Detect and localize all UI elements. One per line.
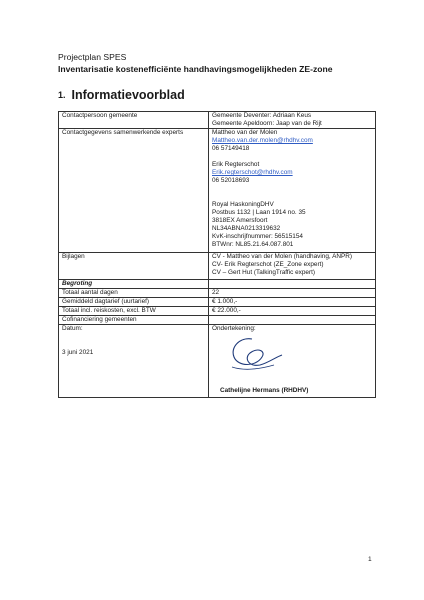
header-project: Projectplan SPES [58,52,127,62]
table-row [59,289,376,298]
company-line: NL34ABNA0213319632 [212,225,281,232]
table-row [59,325,376,398]
signer-name: Cathelijne Hermans (RHDHV) [220,387,309,394]
info-table [58,111,376,398]
begroting-value: 22 [209,289,376,298]
company-line: Postbus 1132 | Laan 1914 no. 35 [212,209,306,216]
contactgegevens-label: Contactgegevens samenwerkende experts [59,129,209,253]
section-heading [58,88,185,102]
expert-name: Erik Regterschot [212,161,260,168]
begroting-value: € 22.000,- [209,307,376,316]
section-title: Informatievoorblad [71,88,185,102]
company-line: KvK-inschrijfnummer: 56515154 [212,233,303,240]
datum-value: 3 juni 2021 [62,349,94,356]
ondertekening-cell [209,325,376,398]
begroting-label: Totaal aantal dagen [59,289,209,298]
begroting-label: Totaal incl. reiskosten, excl. BTW [59,307,209,316]
bijlage-item: CV- Erik Regterschot (ZE_Zone expert) [212,261,324,268]
company-line: Royal HaskoningDHV [212,201,274,208]
datum-cell [59,325,209,398]
header-title: Inventarisatie kostenefficiënte handhavingsmogelijkheden ZE-zone [58,64,333,74]
contactgegevens-value [209,129,376,253]
table-row [59,280,376,289]
begroting-heading: Begroting [59,280,209,289]
expert-phone: 06 52018693 [212,177,250,184]
begroting-label: Gemiddeld dagtarief (uurtarief) [59,298,209,307]
begroting-value: € 1.000,- [209,298,376,307]
expert-phone: 06 57149418 [212,145,250,152]
ondertekening-label: Ondertekening: [212,325,256,332]
begroting-value [209,316,376,325]
table-row [59,298,376,307]
handwritten-signature [226,333,286,375]
table-row [59,129,376,253]
contactpersoon-line: Gemeente Apeldoorn: Jaap van de Rijt [212,120,322,127]
table-row [59,253,376,280]
contactpersoon-line: Gemeente Deventer: Adriaan Keus [212,112,312,119]
company-line: BTWnr: NL85.21.64.087.801 [212,241,294,248]
table-row [59,316,376,325]
expert-email-link[interactable]: Mattheo.van.der.molen@rhdhv.com [212,137,313,144]
section-number: 1. [58,90,66,100]
table-row [59,307,376,316]
company-line: 3818EX Amersfoort [212,217,268,224]
contactpersoon-value [209,112,376,129]
table-row [59,112,376,129]
expert-name: Mattheo van der Molen [212,129,278,136]
page-number: 1 [368,556,372,563]
bijlage-item: CV – Gert Hut (TalkingTraffic expert) [212,269,315,276]
bijlagen-label: Bijlagen [59,253,209,280]
datum-label: Datum: [62,325,83,332]
bijlage-item: CV - Mattheo van der Molen (handhaving, ANPR) [212,253,352,260]
begroting-label: Cofinanciering gemeenten [59,316,209,325]
contactpersoon-label: Contactpersoon gemeente [59,112,209,129]
bijlagen-value [209,253,376,280]
expert-email-link[interactable]: Erik.regterschot@rhdhv.com [212,169,293,176]
